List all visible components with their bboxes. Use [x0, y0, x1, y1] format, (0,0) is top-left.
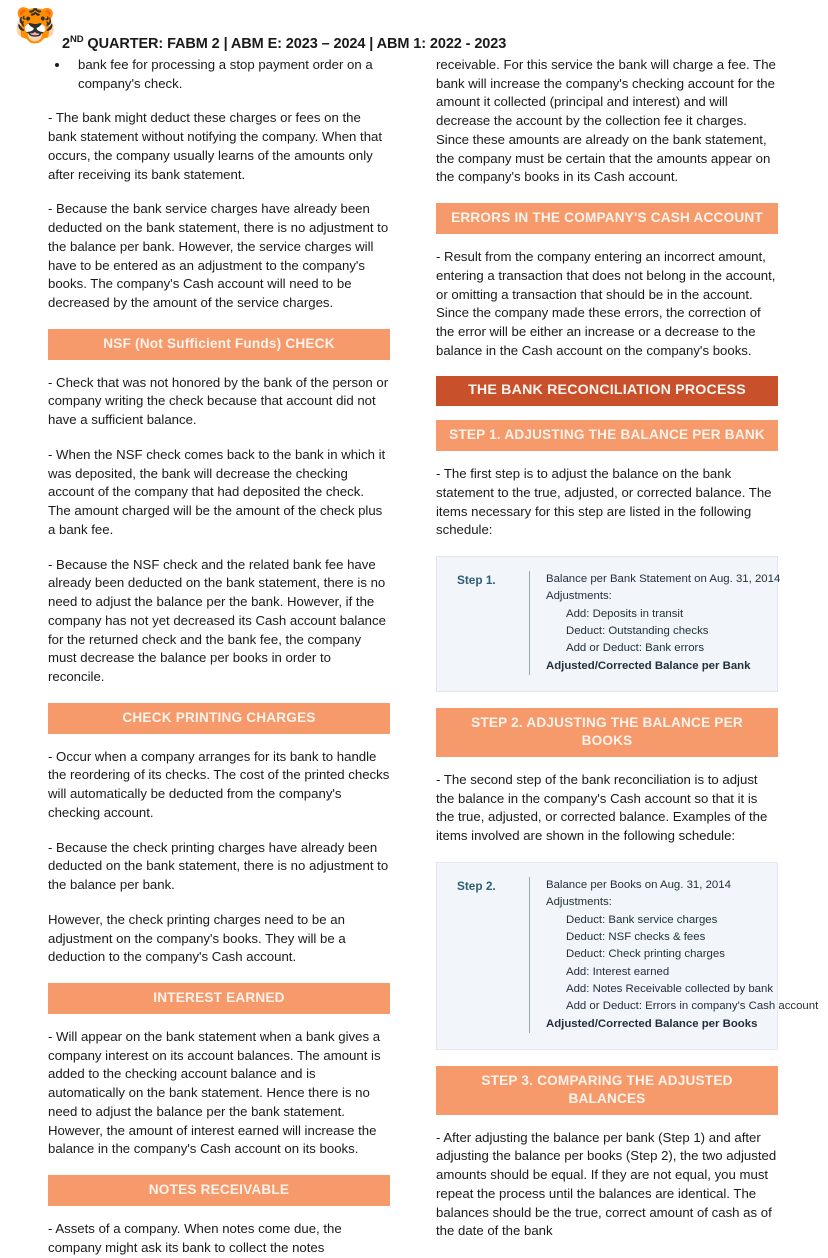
page-title	[62, 36, 506, 52]
right-column	[436, 56, 819, 1258]
paragraph-notes-1: - Assets of a company. When notes come due, the company might ask its bank to collect the notes	[48, 1221, 342, 1255]
tiger-face-icon: 🐯	[14, 7, 57, 45]
paragraph-step-2: - The second step of the bank reconciliation is to adjust the balance in the company's Cash account so that it is the true, adjusted, or corrected balance. Examples of the items involved are shown in the following schedule:	[436, 771, 768, 844]
schedule-line: Add: Deposits in transit	[566, 607, 684, 620]
schedule-line: Add: Notes Receivable collected by bank	[566, 982, 774, 995]
paragraph-cpc-1: - Occur when a company arranges for its bank to handle the reordering of its checks. The cost of the printed checks will automatically be deducted from the company's checking account.	[48, 748, 390, 820]
schedule-line: Balance per Books on Aug. 31, 2014	[546, 878, 731, 891]
paragraph-cpc-2: - Because the check printing charges have already been deducted on the bank statement, there is no adjustment to the balance per bank.	[48, 839, 389, 893]
paragraph-cpc-3: However, the check printing charges need to be an adjustment on the company's books. They will be a deduction to the company's Cash account.	[48, 911, 346, 965]
section-heading-step-2: STEP 2. ADJUSTING THE BALANCE PER BOOKS	[436, 708, 778, 757]
section-heading-nsf-check: NSF (Not Sufficient Funds) CHECK	[48, 329, 390, 360]
paragraph-bank-deduct: - The bank might deduct these charges or fees on the bank statement without notifying the company. When that occurs, the company usually learns of the amounts only after receiving its bank statement.	[48, 110, 383, 182]
paragraph-step-3: - After adjusting the balance per bank (Step 1) and after adjusting the balance per books (Step 2), the two adjusted amounts should be equal. If they are not equal, you must repeat the process until the balances are identical. The balances should be the true, correct amount of cash as of the date of the bank	[436, 1129, 777, 1239]
schedule-box-step-2	[436, 862, 819, 1050]
schedule-lines-step-1	[546, 571, 780, 675]
schedule-line: Deduct: Bank service charges	[566, 913, 718, 926]
paragraph-interest-1: - Will appear on the bank statement when a bank gives a company interest on its account balances. The amount is added to the checking account balance and is automatically on the bank statement. Hence there is no need to adjust the balance per the bank statement. However, the amount of interest earned will increase the balance in the company's Cash account on its books.	[48, 1028, 381, 1157]
schedule-line: Add or Deduct: Errors in company's Cash account	[566, 1000, 819, 1013]
schedule-divider	[529, 571, 530, 675]
section-heading-errors-cash-account: ERRORS IN THE COMPANY'S CASH ACCOUNT	[436, 203, 778, 234]
section-heading-check-printing-charges: CHECK PRINTING CHARGES	[48, 703, 390, 734]
schedule-line: Adjusted/Corrected Balance per Books	[546, 1017, 758, 1030]
paragraph-step-1: - The first step is to adjust the balance on the bank statement to the true, adjusted, or corrected balance. The items necessary for this step are listed in the following schedule:	[436, 466, 772, 538]
paragraph-errors-1: - Result from the company entering an incorrect amount, entering a transaction that does not belong in the account, or omitting a transaction that should be in the account. Since the company made these errors, the correction of the error will be either an increase or a decrease to the balance in the Cash account on the company's books.	[436, 249, 776, 358]
section-heading-step-1: STEP 1. ADJUSTING THE BALANCE PER BANK	[436, 420, 778, 451]
list-item: • bank fee for processing a stop payment order on a company's check.	[70, 56, 390, 93]
section-heading-interest-earned: INTEREST EARNED	[48, 983, 390, 1014]
schedule-line: Deduct: Outstanding checks	[566, 625, 709, 638]
paragraph-nsf-2: - When the NSF check comes back to the bank in which it was deposited, the bank will decrease the checking account of the company that had deposited the check. The amount charged will be the amount of the check plus a bank fee.	[48, 446, 386, 537]
section-heading-bank-reconciliation-process: THE BANK RECONCILIATION PROCESS	[436, 376, 778, 406]
schedule-line: Add or Deduct: Bank errors	[566, 642, 705, 655]
schedule-line: Balance per Bank Statement on Aug. 31, 2014	[546, 573, 781, 586]
schedule-line: Adjustments:	[546, 590, 612, 603]
page-header	[0, 0, 828, 58]
schedule-line: Adjusted/Corrected Balance per Bank	[546, 659, 751, 672]
bullet-list	[48, 56, 390, 93]
page-title-rest: QUARTER: FABM 2 | ABM E: 2023 – 2024 | ABM 1: 2022 - 2023	[83, 36, 507, 52]
schedule-step-label-1: Step 1.	[457, 573, 496, 588]
page-title-ordinal-suffix: ND	[69, 34, 84, 46]
paragraph-nsf-1: - Check that was not honored by the bank of the person or company writing the check because that account did not have a sufficient balance.	[48, 374, 389, 428]
left-column	[48, 56, 390, 1258]
schedule-box-step-1	[436, 556, 781, 692]
page-title-prefix: 2	[62, 36, 70, 52]
schedule-lines-step-2	[546, 877, 818, 1033]
schedule-line: Deduct: NSF checks & fees	[566, 930, 706, 943]
schedule-divider	[529, 877, 530, 1033]
schedule-line: Add: Interest earned	[566, 965, 670, 978]
paragraph-nsf-3: - Because the NSF check and the related bank fee have already been deducted on the bank statement, there is no need to adjust the balance per the bank. However, if the company has not yet decreased its Cash account balance for the returned check and the bank fee, the company must decrease the balance per books in order to reconcile.	[48, 556, 386, 685]
paragraph-service-charges: - Because the bank service charges have already been deducted on the bank statement, there is no adjustment to the balance per bank. However, the service charges will have to be entered as an adjustment to the company's books. The company's Cash account will need to be decreased by the amount of the service charges.	[48, 201, 389, 311]
paragraph-notes-continued: receivable. For this service the bank will charge a fee. The bank will increase the company's checking account for the amount it collected (principal and interest) and will decrease the account by the collection fee it charges. Since these amounts are already on the bank statement, the company must be certain that the amounts appear on the company's books in its Cash account.	[436, 57, 776, 185]
schedule-line: Deduct: Check printing charges	[566, 948, 725, 961]
section-heading-step-3: STEP 3. COMPARING THE ADJUSTED BALANCES	[436, 1066, 778, 1115]
schedule-line: Adjustments:	[546, 896, 612, 909]
content-columns	[0, 56, 828, 1258]
section-heading-notes-receivable: NOTES RECEIVABLE	[48, 1175, 390, 1206]
schedule-step-label-2: Step 2.	[457, 878, 496, 893]
